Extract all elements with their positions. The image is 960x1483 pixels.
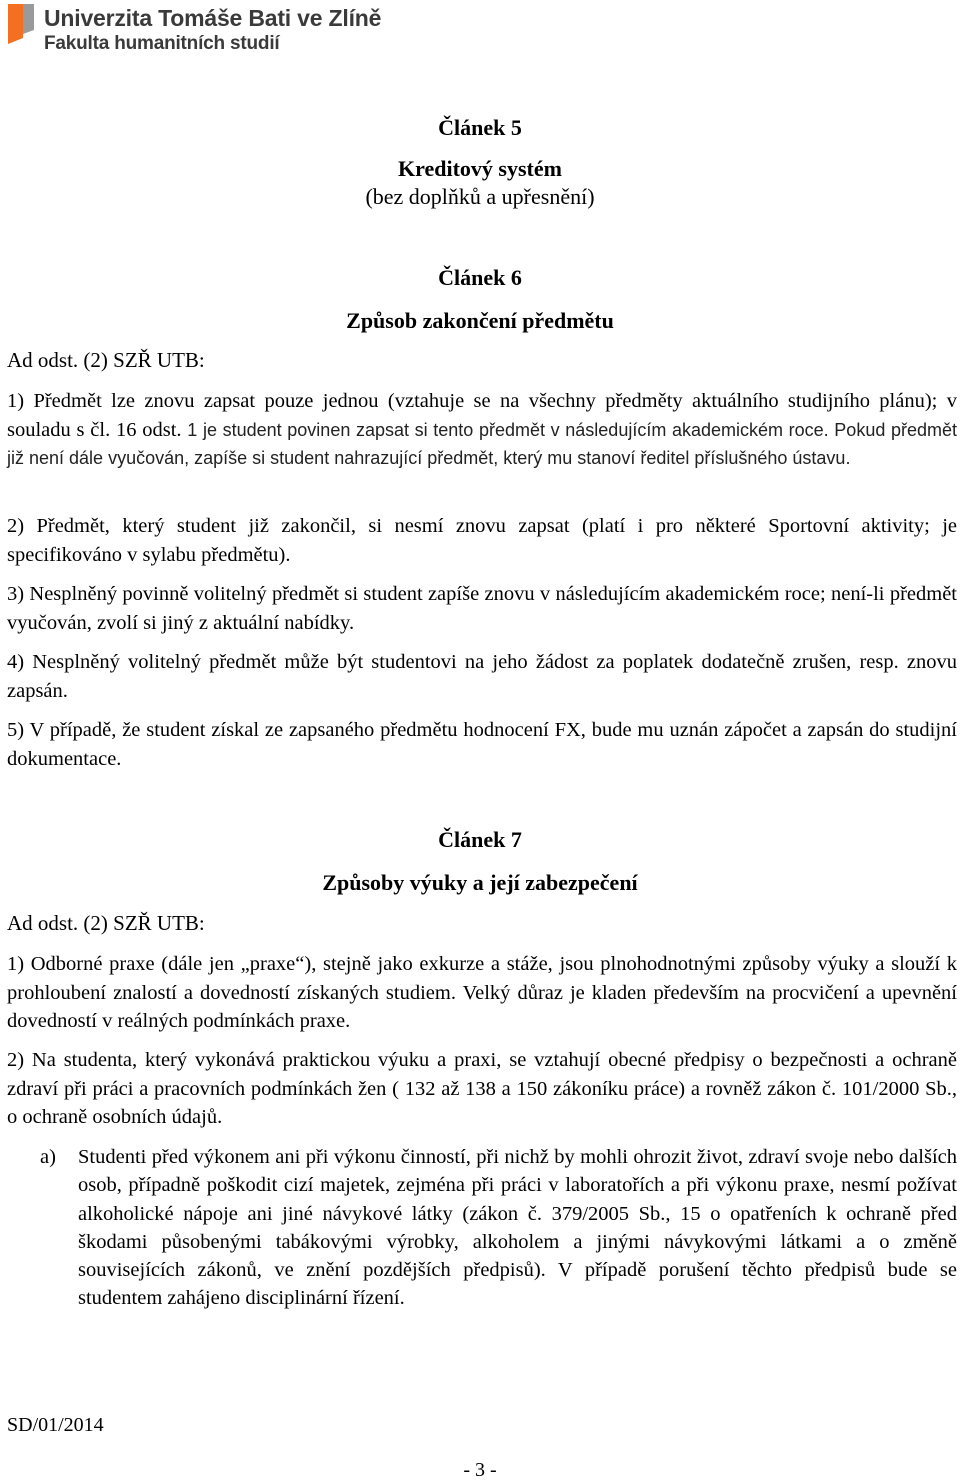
article-7-title: Článek 7 [438,827,522,852]
list-item-label: a) [40,1146,56,1168]
article-7-paragraph-1: 1) Odborné praxe (dále jen „praxe“), stejně jako exkurze a stáže, jsou plnohodnotnými způsoby výuky a slouží k prohloubení znalostí a dovedností získaných studiem. Velký důraz je kladen především na procvičení a upevnění dovedností v reálných podmínkách praxe. [7,953,957,1032]
article-6-paragraph-1 [7,387,957,473]
article-5-note: (bez doplňků a upřesnění) [365,184,595,209]
faculty-name: Fakulta humanitních studií [44,33,280,54]
logo-text [44,4,381,56]
list-item-text: Studenti před výkonem ani při výkonu činností, při nichž by mohli ohrozit život, zdraví svoje nebo dalších osob, případně poškodit cizí majetek, zejména při práci v laboratořích a při výkonu praxe, nesmí požívat alkoholické nápoje ani jiné návykové látky (zákon č. 379/2005 Sb., 15 o opatřeních k ochraně před škodami působenými tabákovými výrobky, alkoholem a jinými návykovými látkami a o změně souvisejících zákonů, ve znění pozdějších předpisů). V případě porušení těchto předpisů bude se studentem zahájeno disciplinární řízení. [78,1146,957,1310]
university-name: Univerzita Tomáše Bati ve Zlíně [44,5,382,31]
article-7-subtitle: Způsoby výuky a její zabezpečení [322,870,638,895]
article-5-title: Článek 5 [438,115,522,140]
page-number: - 3 - [463,1459,497,1481]
article-6-ad-reference: Ad odst. (2) SZŘ UTB: [7,348,205,372]
article-6-title: Článek 6 [438,265,522,290]
article-5-subtitle: Kreditový systém [398,156,562,181]
paragraph-1-sans-part: 1 je student povinen zapsat si tento předmět v následujícím akademickém roce. Pokud předmět již není dále vyučován, zapíše si student nahrazující předmět, který mu stanoví ředitel příslušného ústavu. [7,419,958,468]
article-6-paragraph-5: 5) V případě, že student získal ze zapsaného předmětu hodnocení FX, bude mu uznán zápočet a zapsán do studijní dokumentace. [7,719,957,770]
document-id: SD/01/2014 [7,1414,104,1436]
article-6-subtitle: Způsob zakončení předmětu [346,308,614,333]
article-6-paragraph-3: 3) Nesplněný povinně volitelný předmět si student zapíše znovu v následujícím akademickém roce; není-li předmět vyučován, zvolí si jiný z aktuální nabídky. [7,583,957,634]
article-7-paragraph-2: 2) Na studenta, který vykonává praktickou výuku a praxi, se vztahují obecné předpisy o bezpečnosti a ochraně zdraví při práci a pracovních podmínkách žen ( 132 až 138 a 150 zákoníku práce) a rovněž zákon č. 101/2000 Sb., o ochraně osobních údajů. [7,1049,957,1128]
article-6-paragraph-4: 4) Nesplněný volitelný předmět může být studentovi na jeho žádost za poplatek dodatečně zrušen, resp. znovu zapsán. [7,651,957,702]
paragraph-1-serif-part: 1) Předmět lze znovu zapsat pouze jednou (vztahuje se na všechny předměty aktuálního studijního plánu); v souladu s čl. 16 odst. [7,390,957,441]
article-7-ad-reference: Ad odst. (2) SZŘ UTB: [7,911,205,935]
article-6-paragraph-2: 2) Předmět, který student již zakončil, si nesmí znovu zapsat (platí i pro některé Sportovní aktivity; je specifikováno v sylabu předmětu). [7,515,957,566]
utb-logo-icon [8,4,34,44]
